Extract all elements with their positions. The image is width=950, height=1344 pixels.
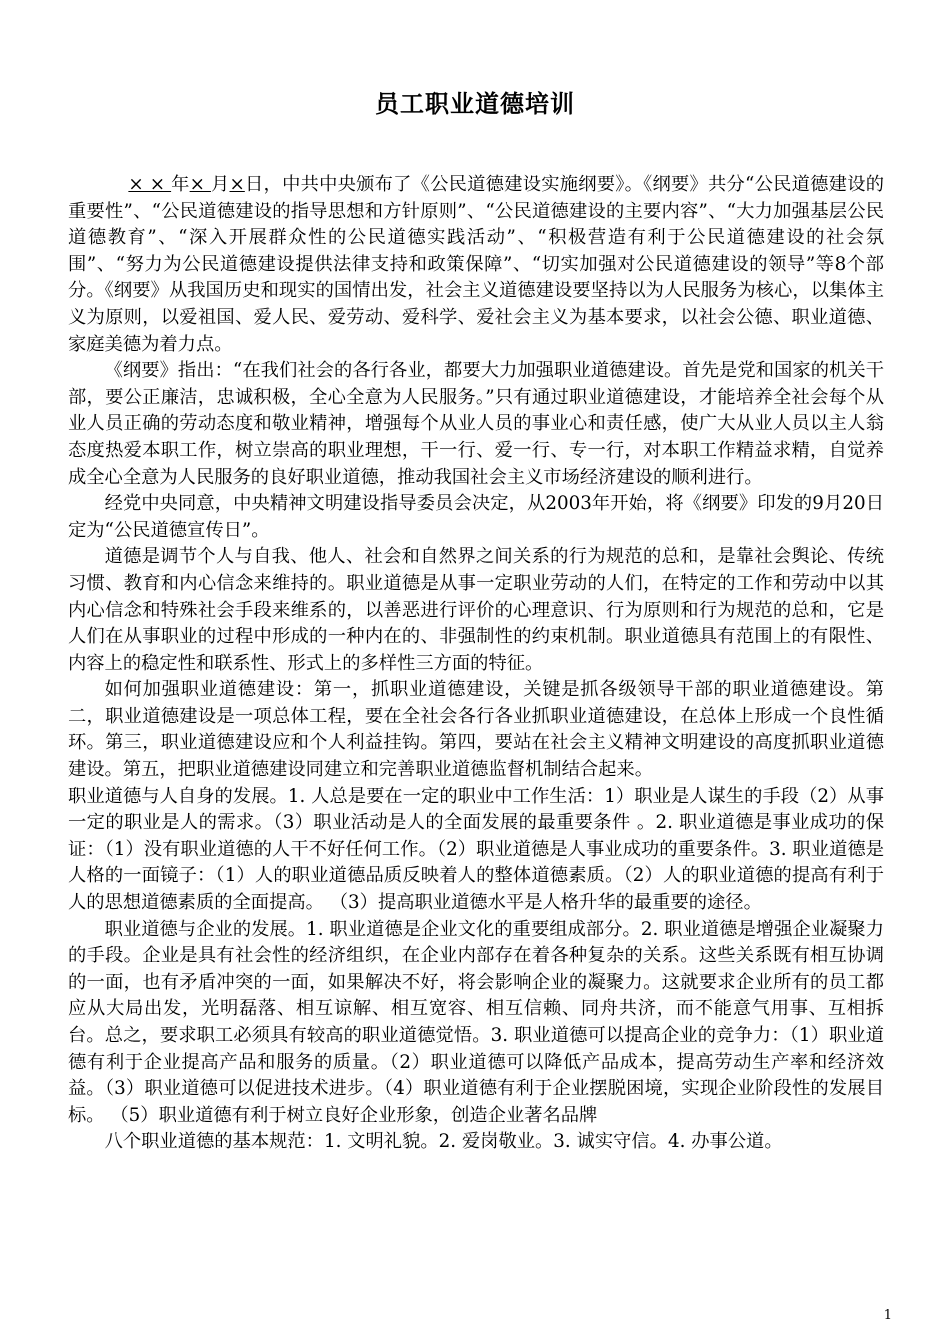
basic-norms-paragraph: 八个职业道德的基本规范：1. 文明礼貌。2. 爱岗敬业。3. 诚实守信。4. 办事公道。	[104, 1131, 783, 1153]
page-number: 1	[883, 1308, 892, 1323]
strengthening-paragraph: 如何加强职业道德建设：第一，抓职业道德建设，关键是抓各级领导干部的职业道德建设。第二，职业道德建设是一项总体工程，要在全社会各行各业抓职业道德建设，在总体上形成一个良性循环。第三，职业道德建设应和个人利益挂钩。第四，要站在社会主义精神文明建设的高度抓职业道德建设。第五，把职业道德建设同建立和完善职业道德监督机制结合起来。	[68, 679, 884, 781]
date-month: ×	[189, 174, 211, 195]
year-char: 年	[171, 174, 190, 195]
intro-text: 日，中共中央颁布了《公民道德建设实施纲要》。《纲要》共分“公民道德建设的重要性”、“公民道德建设的指导思想和方针原则”、“公民道德建设的主要内容”、“大力加强基层公民道德教育”、“深入开展群众性的公民道德实践活动”、“积极营造有利于公民道德建设的社会氛围”、“努力为公民道德建设提供法律支持和政策保障”、“切实加强对公民道德建设的领导”等8个部分。《纲要》从我国历史和现实的国情出发，社会主义道德建设要坚持以为人民服务为核心，以集体主义为原则，以爱祖国、爱人民、爱劳动、爱科学、爱社会主义为基本要求，以社会公德、职业道德、家庭美德为着力点。	[68, 174, 884, 355]
month-char: 月	[210, 174, 230, 195]
enterprise-development-paragraph: 职业道德与企业的发展。1. 职业道德是企业文化的重要组成部分。2. 职业道德是增强企业凝聚力的手段。企业是具有社会性的经济组织，在企业内部存在着各种复杂的关系。这些关系既有相互协调的一面，也有矛盾冲突的一面，如果解决不好，将会影响企业的凝聚力。这就要求企业所有的员工都应从大局出发，光明磊落、相互谅解、相互宽容、相互信赖、同舟共济，而不能意气用事、互相拆台。总之，要求职工必须具有较高的职业道德觉悟。3. 职业道德可以提高企业的竞争力：（1）职业道德有利于企业提高产品和服务的质量。（2）职业道德可以降低产品成本，提高劳动生产率和经济效益。（3）职业道德可以促进技术进步。（4）职业道德有利于企业摆脱困境，实现企业阶段性的发展目标。 （5）职业道德有利于树立良好企业形象，创造企业著名品牌	[68, 918, 884, 1126]
intro-paragraph	[68, 172, 884, 358]
publicity-day-paragraph: 经党中央同意，中央精神文明建设指导委员会决定，从2003年开始，将《纲要》印发的9月20日定为“公民道德宣传日”。	[68, 493, 884, 541]
morality-definition-paragraph: 道德是调节个人与自我、他人、社会和自然界之间关系的行为规范的总和，是靠社会舆论、传统习惯、教育和内心信念来维持的。职业道德是从事一定职业劳动的人们，在特定的工作和劳动中以其内心信念和特殊社会手段来维系的，以善恶进行评价的心理意识、行为原则和行为规范的总和，它是人们在从事职业的过程中形成的一种内在的、非强制性的约束机制。职业道德具有范围上的有限性、内容上的稳定性和联系性、形式上的多样性三方面的特征。	[68, 546, 884, 674]
document-title: 员工职业道德培训	[375, 89, 575, 118]
date-year: × ×	[128, 174, 172, 195]
document-body	[68, 172, 884, 1156]
outline-quote-paragraph: 《纲要》指出：“在我们社会的各行各业，都要大力加强职业道德建设。首先是党和国家的机关干部，要公正廉洁，忠诚积极，全心全意为人民服务。”只有通过职业道德建设，才能培养全社会每个从业人员正确的劳动态度和敬业精神，增强每个从业人员的事业心和责任感，使广大从业人员以主人翁态度热爱本职工作，树立崇高的职业理想，干一行、爱一行、专一行，对本职工作精益求精，自觉养成全心全意为人民服务的良好职业道德，推动我国社会主义市场经济建设的顺利进行。	[68, 360, 884, 488]
personal-development-paragraph: 职业道德与人自身的发展。1. 人总是要在一定的职业中工作生活：1）职业是人谋生的手段（2）从事一定的职业是人的需求。（3）职业活动是人的全面发展的最重要条件 。2. 职业道德是事业成功的保证：（1）没有职业道德的人干不好任何工作。（2）职业道德是人事业成功的重要条件。3. 职业道德是人格的一面镜子：（1）人的职业道德品质反映着人的整体道德素质。（2）人的职业道德的提高有利于人的思想道德素质的全面提高。 （3）提高职业道德水平是人格升华的最重要的途径。	[68, 785, 884, 914]
date-day: ×	[229, 174, 245, 195]
